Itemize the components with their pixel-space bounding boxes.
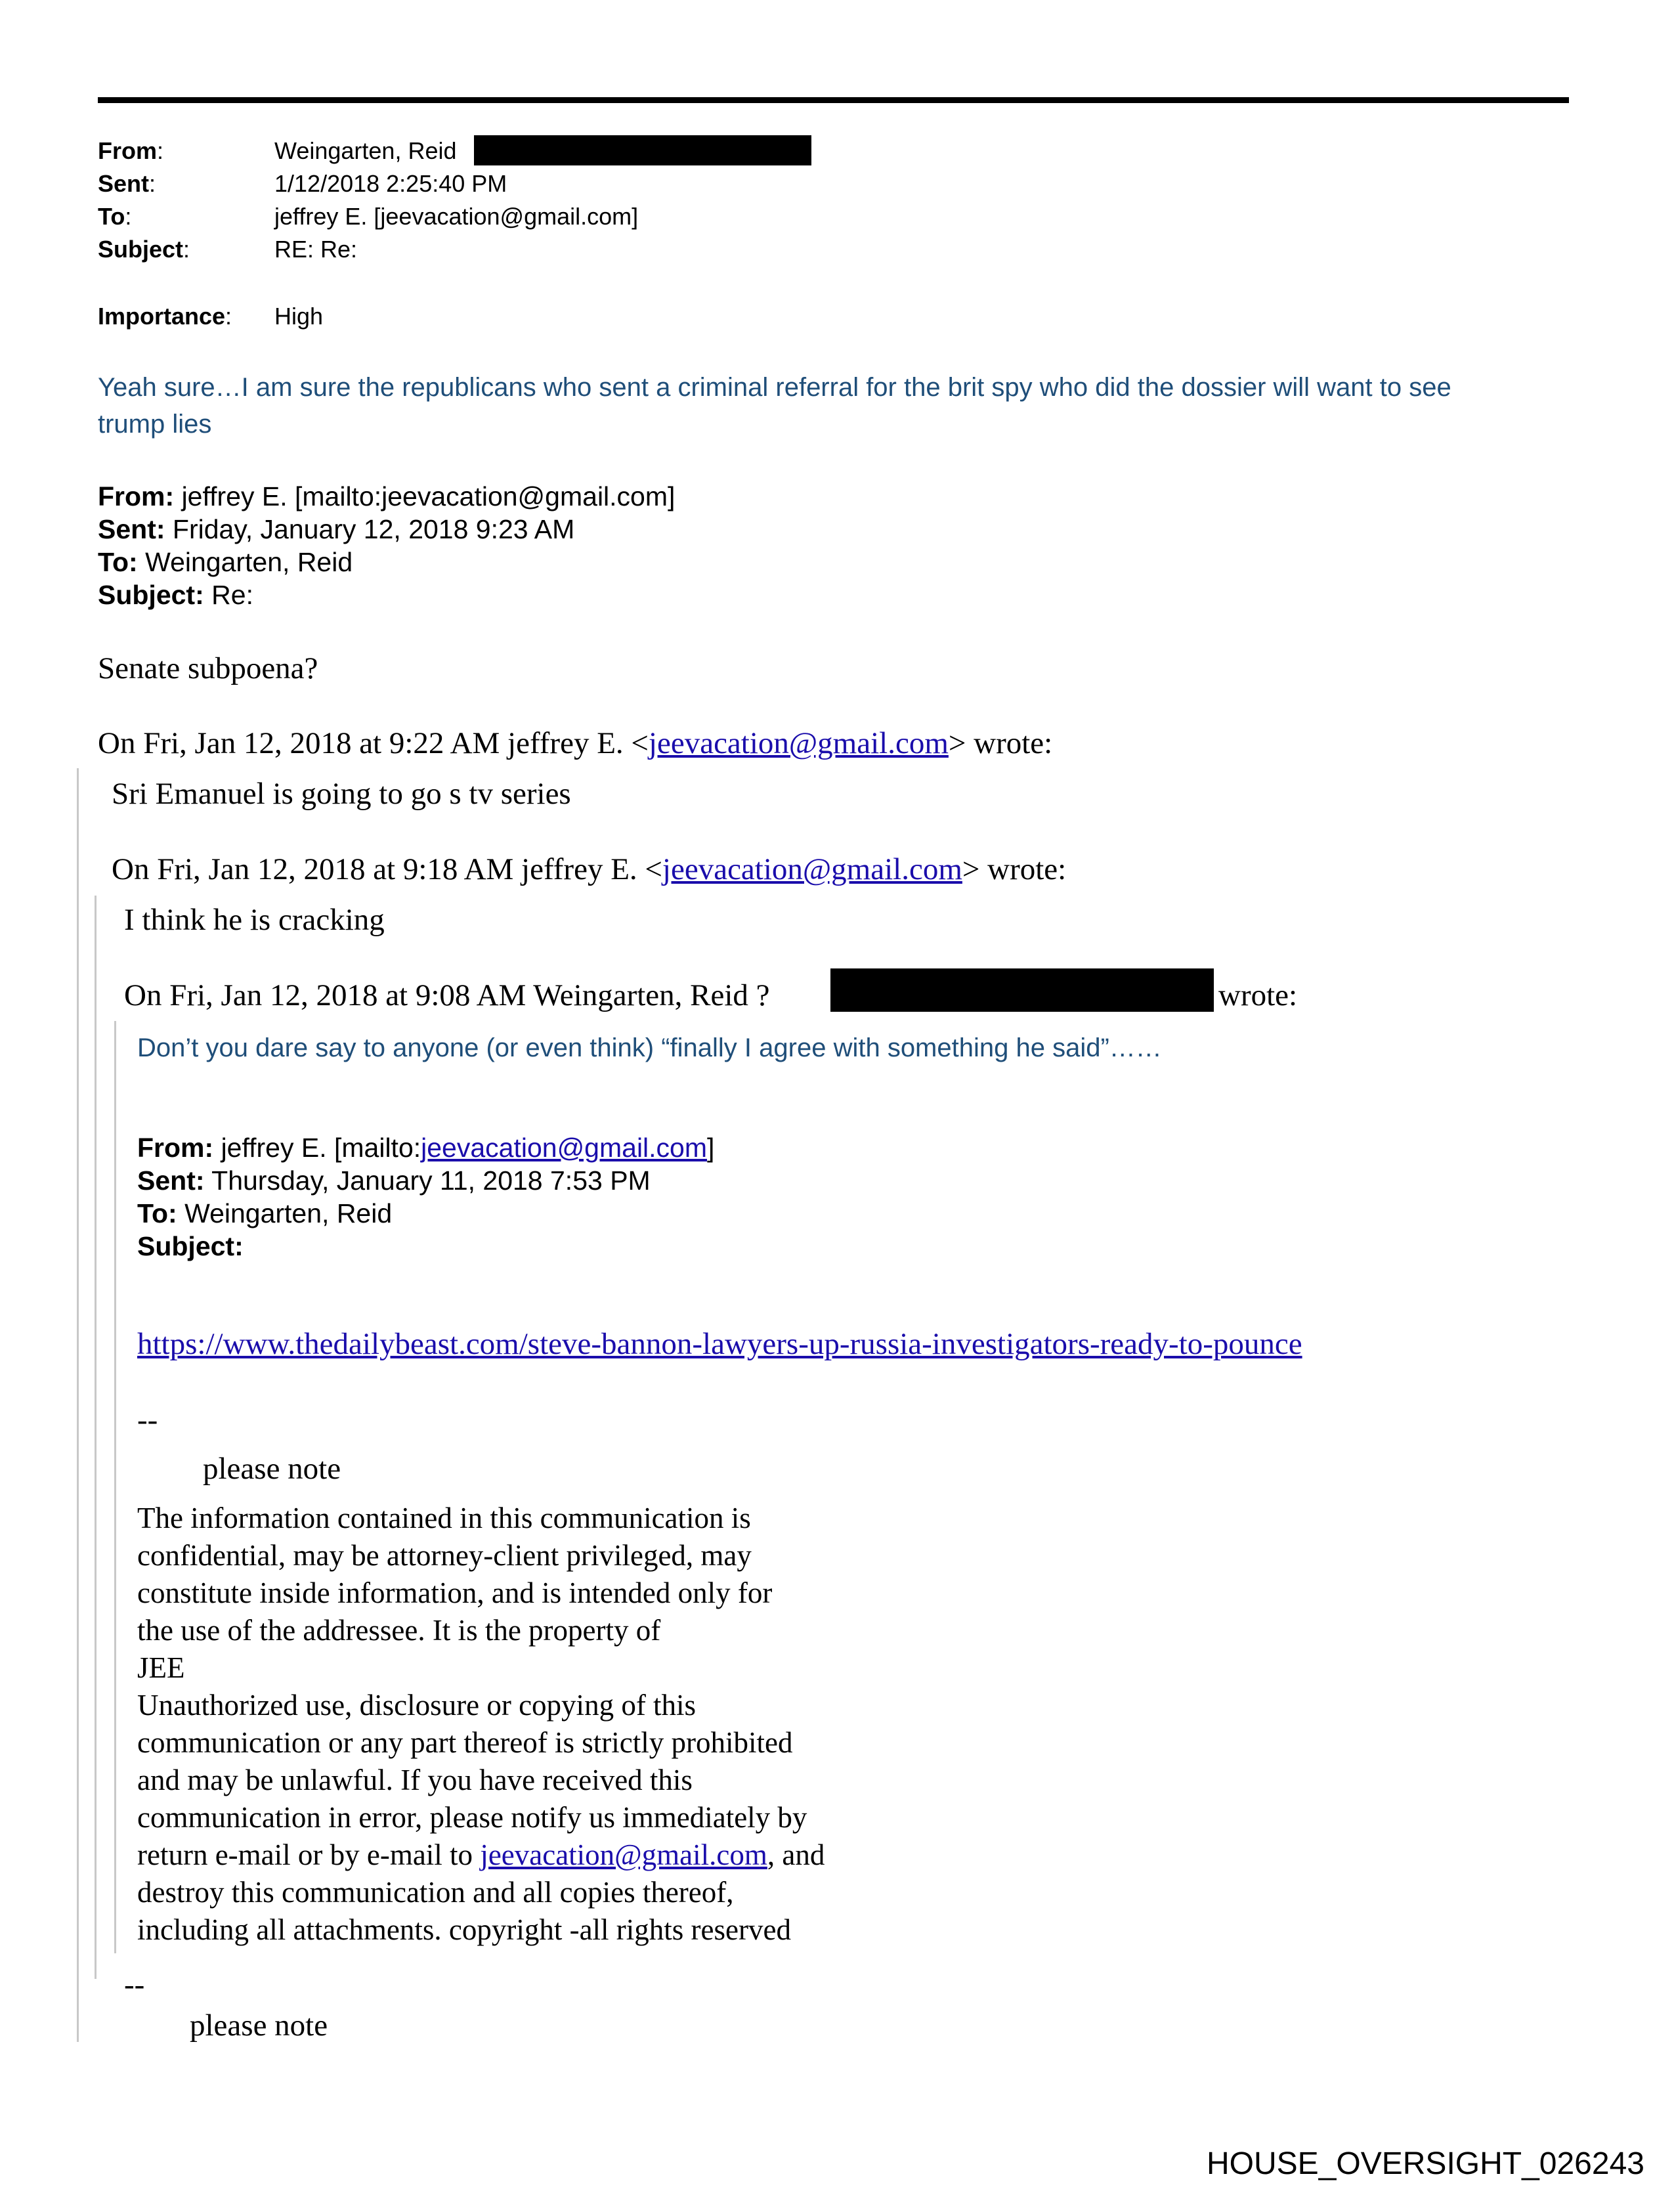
msg3-subject: Subject:: [137, 1231, 244, 1261]
signature2-please-note: please note: [190, 2008, 328, 2043]
disclaimer-line: Unauthorized use, disclosure or copying of this: [137, 1689, 697, 1722]
from-label: From: [98, 137, 157, 164]
sent-row: Sent:: [98, 170, 156, 197]
disclaimer-line: communication or any part thereof is strictly prohibited: [137, 1726, 793, 1759]
sent-label: Sent: [98, 170, 150, 197]
top-rule: [98, 97, 1569, 103]
disclaimer-line: constitute inside information, and is intended only for: [137, 1576, 773, 1609]
disclaimer-line: JEE: [137, 1651, 185, 1684]
quote2-intro: On Fri, Jan 12, 2018 at 9:18 AM jeffrey E. <jeevacation@gmail.com> wrote:: [112, 852, 1067, 886]
reply-body-line-2: trump lies: [98, 410, 212, 439]
disclaimer-email-link[interactable]: jeevacation@gmail.com: [480, 1838, 767, 1871]
quote2-email-link[interactable]: jeevacation@gmail.com: [662, 852, 962, 886]
msg2-sent: Sent: Friday, January 12, 2018 9:23 AM: [98, 514, 575, 544]
msg3-email-link[interactable]: jeevacation@gmail.com: [421, 1133, 708, 1163]
redaction-box: [830, 968, 1214, 1012]
signature-please-note: please note: [203, 1452, 341, 1486]
bates-number: HOUSE_OVERSIGHT_026243: [1207, 2146, 1644, 2181]
signature2-dashes: --: [124, 1968, 145, 2002]
signature-dashes: --: [137, 1403, 158, 1437]
msg2-body: Senate subpoena?: [98, 651, 318, 685]
subject-value: RE: Re:: [274, 236, 358, 263]
disclaimer-line-email: return e-mail or by e-mail to jeevacation@gmail.com, and: [137, 1838, 825, 1871]
disclaimer-line: destroy this communication and all copies thereof,: [137, 1876, 734, 1909]
subject-row: Subject:: [98, 236, 190, 263]
disclaimer: [137, 1500, 825, 1949]
quote1-body: Sri Emanuel is going to go s tv series: [112, 777, 571, 811]
from-value: Weingarten, Reid: [274, 137, 457, 164]
disclaimer-line: including all attachments. copyright -all rights reserved: [137, 1913, 791, 1946]
to-value: jeffrey E. [jeevacation@gmail.com]: [274, 203, 639, 230]
msg3-to: To: Weingarten, Reid: [137, 1198, 393, 1228]
to-row: To:: [98, 203, 132, 230]
from-row: From:: [98, 137, 164, 164]
quote1-intro: On Fri, Jan 12, 2018 at 9:22 AM jeffrey E. <jeevacation@gmail.com> wrote:: [98, 726, 1053, 760]
reply-body-line-1: Yeah sure…I am sure the republicans who sent a criminal referral for the brit spy who did the dossier will want to see: [98, 373, 1451, 402]
disclaimer-line: The information contained in this communication is: [137, 1502, 751, 1534]
quote3-intro-text: On Fri, Jan 12, 2018 at 9:08 AM Weingarten, Reid ?: [124, 978, 770, 1012]
article-link[interactable]: https://www.thedailybeast.com/steve-bannon-lawyers-up-russia-investigators-ready-to-pounce: [137, 1327, 1302, 1361]
importance-row: Importance:: [98, 303, 232, 330]
quote-bar-3: [114, 1021, 116, 1953]
subject-label: Subject: [98, 236, 184, 263]
disclaimer-line: confidential, may be attorney-client privileged, may: [137, 1539, 752, 1572]
quote-bar-2: [95, 896, 97, 1979]
quote1-email-link[interactable]: jeevacation@gmail.com: [648, 726, 949, 760]
quote3-intro-wrote: wrote:: [1218, 978, 1298, 1012]
msg3-from: From: jeffrey E. [mailto:jeevacation@gmail.com]: [137, 1133, 715, 1163]
to-label: To: [98, 203, 125, 230]
importance-value: High: [274, 303, 324, 330]
msg3-sent: Sent: Thursday, January 11, 2018 7:53 PM: [137, 1165, 651, 1196]
quote-bar-1: [77, 768, 79, 2042]
msg2-from: From: jeffrey E. [mailto:jeevacation@gmail.com]: [98, 481, 676, 511]
quote3-body: Don’t you dare say to anyone (or even think) “finally I agree with something he said”……: [137, 1033, 1162, 1062]
disclaimer-line: and may be unlawful. If you have received this: [137, 1764, 693, 1796]
redaction-box: [474, 135, 811, 165]
sent-value: 1/12/2018 2:25:40 PM: [274, 170, 507, 197]
quote2-body: I think he is cracking: [124, 903, 385, 937]
disclaimer-line: communication in error, please notify us immediately by: [137, 1801, 807, 1834]
msg2-to: To: Weingarten, Reid: [98, 547, 353, 577]
msg2-subject: Subject: Re:: [98, 580, 253, 610]
disclaimer-line: the use of the addressee. It is the property of: [137, 1614, 661, 1647]
importance-label: Importance: [98, 303, 226, 330]
